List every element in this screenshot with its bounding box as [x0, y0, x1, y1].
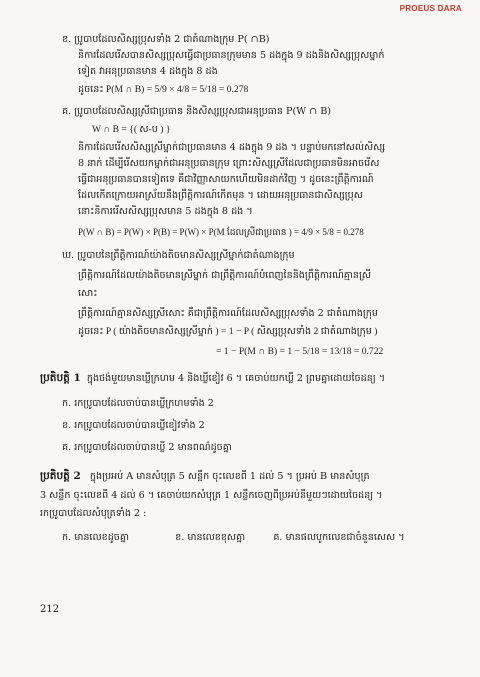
header-brand: PROEUS DARA	[399, 4, 462, 13]
section-c-line1: គ. ប្រូបាបដែលសិស្សស្រីជាប្រធាន និងសិស្សប្រុសជាអនុប្រធាន P(W ∩ B)	[62, 106, 332, 117]
exercise2-line2: 3 សន្លឹក ចុះលេខពី 4 ដល់ 6 ។ គេចាប់យកសំបុត្រ 1 សន្លឹកចេញពីប្រអប់នីមួយៗដោយចៃដន្យ ។	[40, 490, 383, 501]
exercise1-item-c: គ. រកប្រូបាបដែលចាប់បានឃ្លី 2 មានពណ៌ដូចគ្នា	[62, 442, 232, 453]
section-b-line2: និការដែលរើសបានសិស្សប្រុសធ្វើជាប្រធានក្រុមមាន 5 ដងក្នុង 9 ដងនិងសិស្សប្រុសម្នាក់	[78, 50, 385, 61]
exercise2-heading	[40, 470, 480, 483]
section-c-line7: នោះនិការរើសសិស្សប្រុសមាន 5 ដងក្នុង 8 ដង ។	[78, 206, 253, 217]
exercise2-item-a: ក. មានលេខដូចគ្នា	[62, 532, 130, 543]
section-d-line1: ឃ. ប្រូបាបនៃព្រឹត្តិការណ៍យ៉ាងតិចមានសិស្សស្រីម្នាក់ជាតំណាងក្រុម	[62, 250, 295, 261]
section-d-line2: ព្រឹត្តិការណ៍ដែលយ៉ាងតិចមានស្រីម្នាក់ ជាព្រឹត្តិការណ៍បំពេញនៃនិងព្រឹត្តិការណ៍គ្មានស្រី	[78, 270, 372, 281]
exercise1-item-a: ក. រកប្រូបាបដែលចាប់បានឃ្លីក្រហមទាំង 2	[62, 398, 214, 409]
exercise2-line3: រកប្រូបាបដែលសំបុត្រទាំង 2 :	[40, 508, 147, 519]
exercise2-item-b: ខ. មានលេខខុសគ្នា	[175, 532, 246, 543]
section-b-line3: ទៀត វាអនុប្រធានមាន 4 ដងក្នុង 8 ដង	[78, 66, 218, 77]
exercise2-line1: ក្នុងប្រអប់ A មានសំបុត្រ 5 សន្លឹក ចុះលេខពី 1 ដល់ 5 ។ ប្រអប់ B មានសំបុត្រ	[89, 471, 370, 482]
exercise2-items	[62, 532, 480, 544]
exercise1-text: ក្នុងថង់មួយមានឃ្លីក្រហម 4 និងឃ្លីខៀវ 6 ។ គេចាប់យកឃ្លី 2 ព្រមគ្នាដោយចៃដន្យ ។	[86, 373, 386, 384]
exercise2-item-c: គ. មានផលបូកលេខជាចំនួនសេស ។	[273, 532, 405, 543]
section-d-line3: សោះ	[78, 288, 98, 299]
exercise2-title: ប្រតិបត្តិ 2	[40, 470, 81, 482]
section-c-line4: 8 នាក់ ដើម្បីរើសយកម្នាក់ជាអនុប្រធានក្រុម ព្រោះសិស្សស្រីដែលជាប្រធានមិនអាចរើស	[78, 158, 380, 169]
section-c-line6: ដែលកើតក្រោយអាស្រ័យនឹងព្រឹត្តិការណ៍កើតមុន ។ ដោយអនុប្រធានជាសិស្សប្រុស	[78, 190, 363, 201]
section-d-formula2: = 1 − P(M ∩ B) = 1 − 5/18 = 13/18 = 0.722	[216, 346, 384, 357]
section-b-formula: ដូចនេះ P(M ∩ B) = 5/9 × 4/8 = 5/18 = 0.278	[78, 84, 249, 95]
exercise1-title: ប្រតិបត្តិ 1	[40, 372, 81, 384]
page-number: 212	[40, 604, 60, 615]
exercise1-heading	[40, 372, 480, 385]
section-c-line3: និការដែលរើសសិស្សស្រីម្នាក់ជាប្រធានមាន 4 ដងក្នុង 9 ដង ។ បន្ទាប់មកនៅសល់សិស្ស	[78, 142, 386, 153]
section-c-formula: P(W ∩ B) = P(W) × P(B) = P(W) × P(M ដែលស្រីជាប្រធាន ) = 4/9 × 5/8 = 0.278	[78, 227, 364, 237]
section-d-line4: ព្រឹត្តិការណ៍គ្មានសិស្សស្រីសោះ គឺជាព្រឹត្តិការណ៍ដែលសិស្សប្រុសទាំង 2 ជាតំណាងក្រុម	[78, 308, 378, 319]
section-c-line5: ធ្វើជាអនុប្រធានបានទៀតទេ គឺជាវិញ្ញាសាយកហើយមិនដាក់វិញ ។ ដូចនេះព្រឹត្តិការណ៍	[78, 174, 374, 185]
section-d-formula1: ដូចនេះ P ( យ៉ាងតិចមានសិស្សស្រីម្នាក់ ) = 1 − P ( សិស្សប្រុសទាំង 2 ជាតំណាងក្រុម )	[78, 326, 378, 337]
section-b-line1: ខ. ប្រូបាបដែលសិស្សប្រុសទាំង 2 ជាតំណាងក្រុម P( ∩B)	[62, 34, 270, 45]
exercise1-item-b: ខ. រកប្រូបាបដែលចាប់បានឃ្លីខៀវទាំង 2	[62, 420, 205, 431]
section-c-set: W ∩ B = {( ស-ប ) }	[92, 124, 171, 135]
